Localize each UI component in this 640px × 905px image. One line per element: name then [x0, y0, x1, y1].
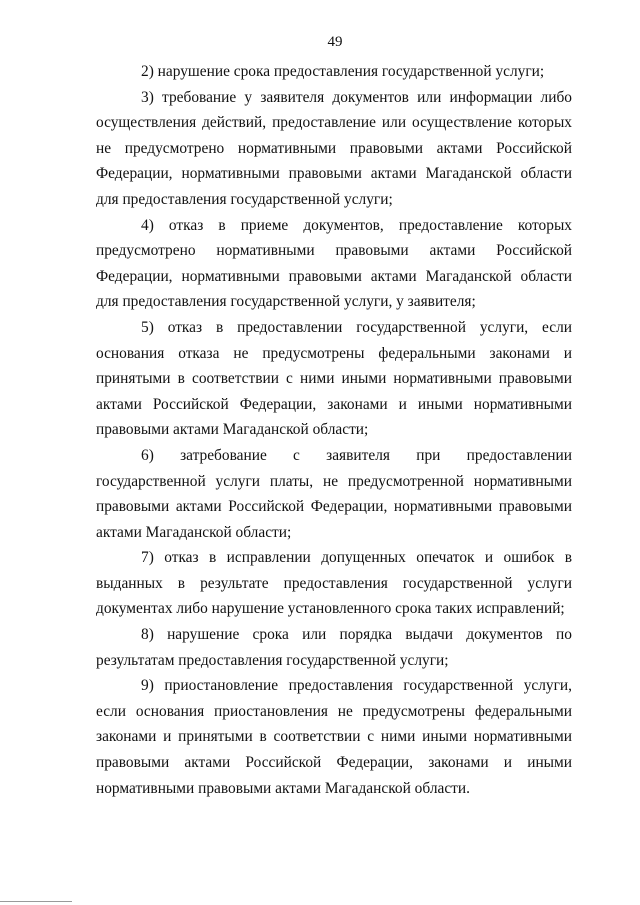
paragraph-item-7: 7) отказ в исправлении допущенных опечаток и ошибок в выданных в результате предоставления государственной услуги документах либо нарушение установленного срока таких исправлений;: [96, 549, 572, 618]
paragraph-item-2: 2) нарушение срока предоставления государственной услуги;: [141, 63, 545, 80]
paragraph-item-6: 6) затребование с заявителя при предоставлении государственной услуги платы, не предусмотренной нормативными правовыми актами Российской Федерации, нормативными правовыми актами Магаданской области;: [96, 446, 572, 541]
paragraph-item-4: 4) отказ в приеме документов, предоставление которых предусмотрено нормативными правовыми актами Российской Федерации, нормативными правовыми актами Магаданской области для предоставления государственной услуги, у заявителя;: [96, 216, 572, 311]
paragraph-item-3: 3) требование у заявителя документов или информации либо осуществления действий, предоставление или осуществление которых не предусмотрено нормативными правовыми актами Российской Федерации, нормативными правовыми актами Магаданской области для предоставления государственной услуги;: [96, 88, 572, 208]
paragraph-item-5: 5) отказ в предоставлении государственной услуги, если основания отказа не предусмотрены федеральными законами и принятыми в соответствии с ними иными нормативными правовыми актами Российской Федерации, законами и иными нормативными правовыми актами Магаданской области;: [96, 318, 572, 439]
footer-divider: [0, 901, 72, 902]
document-body: [96, 59, 572, 801]
paragraph-item-9: 9) приостановление предоставления государственной услуги, если основания приостановления не предусмотрены федеральными законами и принятыми в соответствии с ними иными нормативными правовыми актами Российской Федерации, законами и иными нормативными правовыми актами Магаданской области.: [96, 677, 572, 797]
paragraph-item-8: 8) нарушение срока или порядка выдачи документов по результатам предоставления государственной услуги;: [96, 626, 572, 669]
page-number: 49: [327, 34, 343, 50]
